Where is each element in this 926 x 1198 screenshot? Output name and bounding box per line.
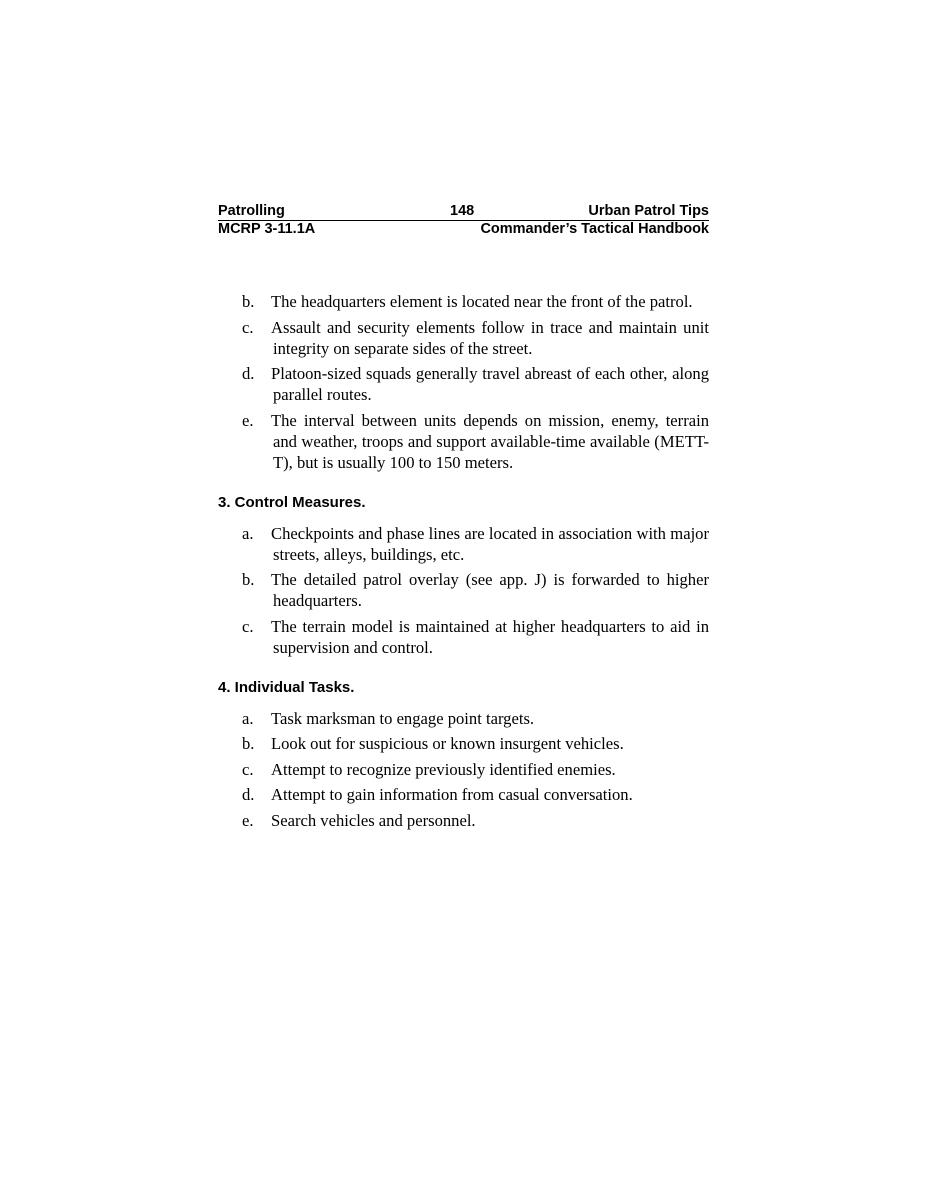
running-header-bottom-row: [218, 221, 709, 239]
list-item: [218, 363, 709, 405]
list-item-label: a.: [242, 523, 254, 543]
individual-tasks-list: [218, 708, 709, 831]
list-item-label: c.: [242, 759, 254, 779]
list-item-text: Attempt to recognize previously identified enemies.: [271, 759, 616, 779]
list-item-label: d.: [242, 364, 255, 383]
list-item: [218, 410, 709, 473]
page-number: 148: [450, 203, 475, 219]
list-item-label: b.: [242, 570, 255, 589]
list-item-text: Search vehicles and personnel.: [271, 810, 476, 830]
list-item-text: Platoon-sized squads generally travel abreast of each other, along parallel routes.: [271, 364, 709, 404]
list-item-label: a.: [242, 708, 254, 728]
document-page: [218, 203, 709, 835]
list-item: [218, 569, 709, 611]
list-item-label: e.: [242, 410, 254, 430]
list-item: [218, 616, 709, 658]
list-item: [218, 291, 709, 312]
list-item-label: b.: [242, 734, 255, 753]
list-item: [218, 708, 709, 729]
list-item: [218, 784, 709, 805]
list-item: [218, 523, 709, 565]
list-item: [218, 810, 709, 831]
section-title: Urban Patrol Tips: [588, 203, 709, 219]
control-measures-list: [218, 523, 709, 658]
list-item-text: Attempt to gain information from casual conversation.: [271, 785, 633, 804]
list-item-text: Task marksman to engage point targets.: [271, 708, 535, 728]
publication-title: Commander’s Tactical Handbook: [480, 221, 709, 237]
list-item-text: The interval between units depends on mission, enemy, terrain and weather, troops and support available-time available (METT-T), but is usually 100 to 150 meters.: [271, 410, 709, 472]
list-item-text: The detailed patrol overlay (see app. J) is forwarded to higher headquarters.: [271, 570, 709, 610]
list-item-label: d.: [242, 785, 255, 804]
list-item-text: Checkpoints and phase lines are located in association with major streets, alleys, buildings, etc.: [271, 523, 709, 564]
continued-list: [218, 291, 709, 473]
running-header: [218, 203, 709, 239]
list-item-label: c.: [242, 317, 254, 337]
publication-number: MCRP 3-11.1A: [218, 221, 316, 237]
section-heading-control-measures: 3. Control Measures.: [218, 493, 366, 511]
list-item-label: c.: [242, 616, 254, 636]
list-item-label: e.: [242, 810, 254, 830]
list-item-text: Assault and security elements follow in trace and maintain unit integrity on separate sides of the street.: [271, 317, 709, 358]
section-heading-individual-tasks: 4. Individual Tasks.: [218, 678, 355, 696]
list-item: [218, 733, 709, 754]
list-item: [218, 759, 709, 780]
list-item-text: The terrain model is maintained at higher headquarters to aid in supervision and control.: [271, 616, 709, 657]
running-header-top-row: [218, 203, 709, 221]
list-item-label: b.: [242, 292, 255, 311]
page-body: [218, 291, 709, 831]
list-item-text: Look out for suspicious or known insurgent vehicles.: [271, 734, 624, 753]
chapter-title: Patrolling: [218, 203, 285, 219]
list-item: [218, 317, 709, 359]
list-item-text: The headquarters element is located near the front of the patrol.: [271, 292, 693, 311]
